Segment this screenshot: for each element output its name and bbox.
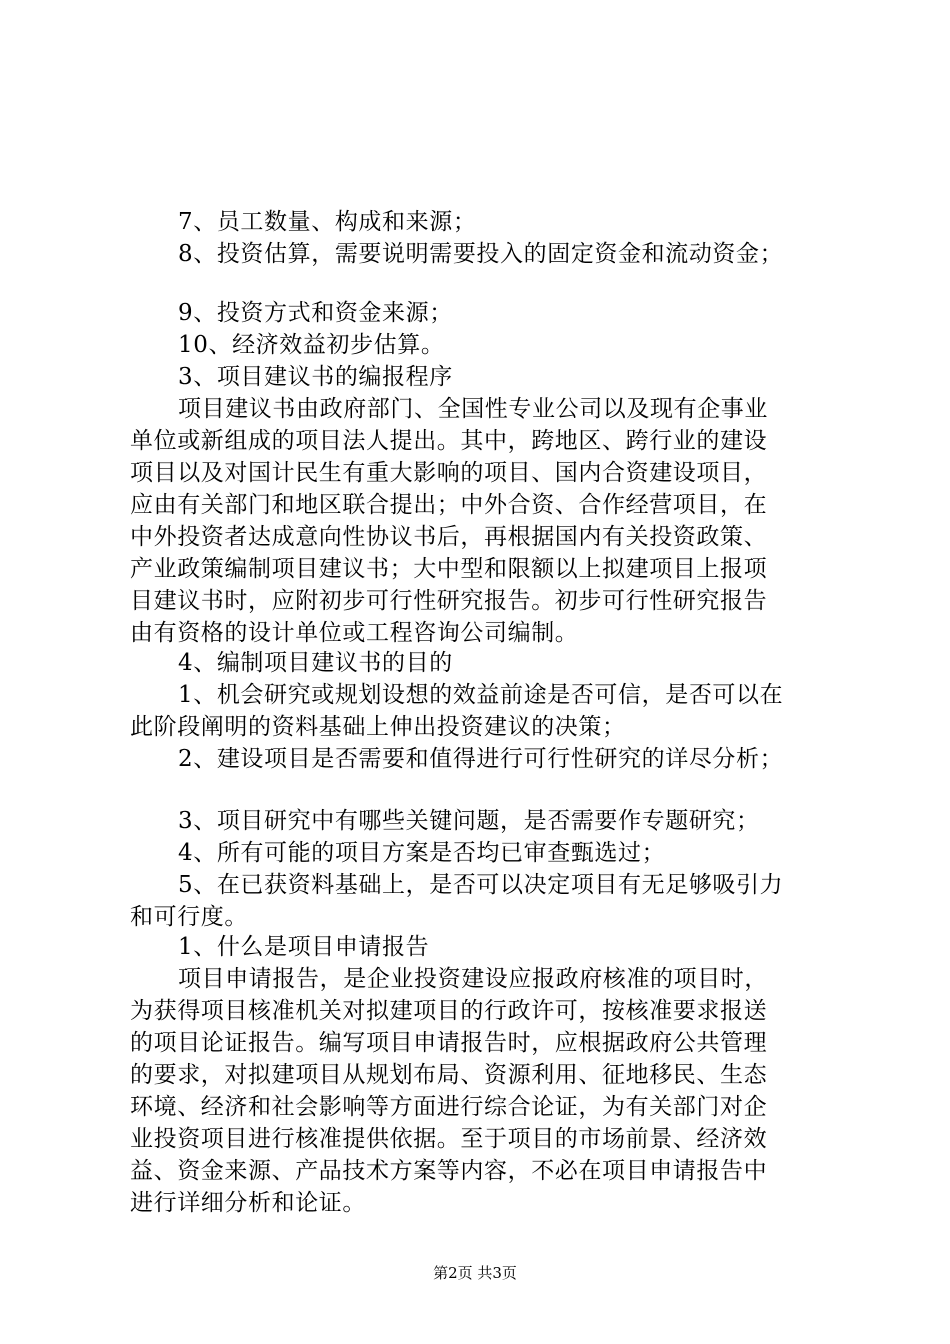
paragraph-line: 业投资项目进行核准提供依据。至于项目的市场前景、经济效	[130, 1126, 768, 1152]
paragraph-line: 项目申请报告，是企业投资建设应报政府核准的项目时，	[178, 966, 768, 992]
paragraph-line: 的要求，对拟建项目从规划布局、资源利用、征地移民、生态	[130, 1062, 768, 1088]
paragraph-line: 益、资金来源、产品技术方案等内容，不必在项目申请报告中	[130, 1158, 768, 1184]
paragraph-line: 为获得项目核准机关对拟建项目的行政许可，按核准要求报送	[130, 998, 768, 1024]
page-number-footer: 第2页 共3页	[433, 1264, 517, 1282]
paragraph-line: 的项目论证报告。编写项目申请报告时，应根据政府公共管理	[130, 1030, 768, 1056]
paragraph-line: 单位或新组成的项目法人提出。其中，跨地区、跨行业的建设	[130, 428, 768, 454]
list-item-4-options: 4、所有可能的项目方案是否均已审查甄选过；	[178, 840, 666, 866]
list-item-1-opportunity: 1、机会研究或规划设想的效益前途是否可信，是否可以在	[178, 682, 784, 708]
paragraph-line: 目建议书时，应附初步可行性研究报告。初步可行性研究报告	[130, 588, 768, 614]
section-heading-3: 3、项目建议书的编报程序	[178, 364, 453, 390]
paragraph-line: 项目以及对国计民生有重大影响的项目、国内合资建设项目，	[130, 460, 768, 486]
paragraph-line: 环境、经济和社会影响等方面进行综合论证，为有关部门对企	[130, 1094, 768, 1120]
list-item-2-feasibility: 2、建设项目是否需要和值得进行可行性研究的详尽分析；	[178, 746, 784, 772]
list-item-8-investment-estimate: 8、投资估算，需要说明需要投入的固定资金和流动资金；	[178, 241, 784, 267]
list-item-3-key-issues: 3、项目研究中有哪些关键问题，是否需要作专题研究；	[178, 808, 760, 834]
section-heading-1: 1、什么是项目申请报告	[178, 934, 430, 960]
list-item-10-economic-benefit: 10、经济效益初步估算。	[178, 332, 445, 358]
paragraph-line: 进行详细分析和论证。	[130, 1190, 366, 1216]
paragraph-line: 项目建议书由政府部门、全国性专业公司以及现有企事业	[178, 396, 768, 422]
list-item-7-staff: 7、员工数量、构成和来源；	[178, 209, 477, 235]
list-item-1-continued: 此阶段阐明的资料基础上伸出投资建议的决策；	[130, 714, 626, 740]
section-heading-4: 4、编制项目建议书的目的	[178, 650, 453, 676]
list-item-9-investment-method: 9、投资方式和资金来源；	[178, 300, 453, 326]
paragraph-line: 应由有关部门和地区联合提出；中外合资、合作经营项目，在	[130, 492, 768, 518]
paragraph-line: 由有资格的设计单位或工程咨询公司编制。	[130, 620, 579, 646]
list-item-5-attractiveness: 5、在已获资料基础上，是否可以决定项目有无足够吸引力	[178, 872, 784, 898]
list-item-5-continued: 和可行度。	[130, 904, 248, 930]
paragraph-line: 产业政策编制项目建议书；大中型和限额以上拟建项目上报项	[130, 556, 768, 582]
paragraph-line: 中外投资者达成意向性协议书后，再根据国内有关投资政策、	[130, 524, 768, 550]
